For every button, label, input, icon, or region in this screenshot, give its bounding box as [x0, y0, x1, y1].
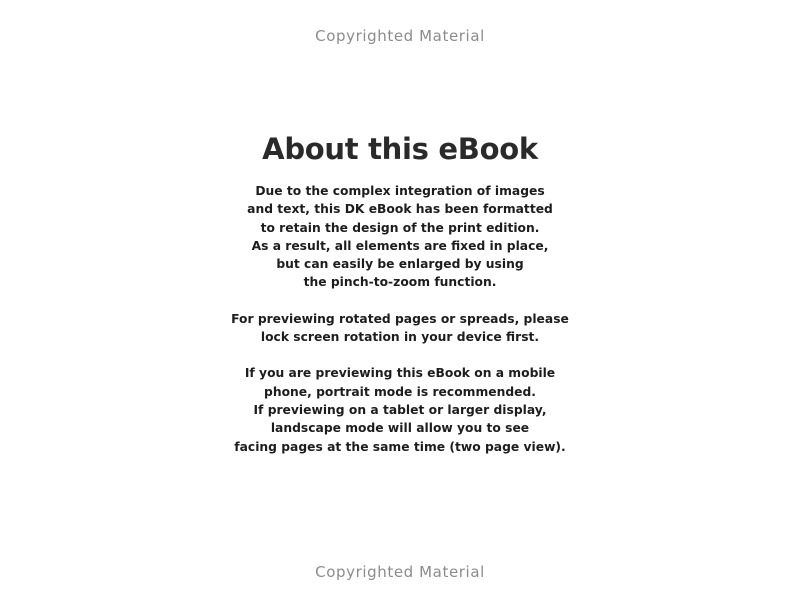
page-content	[0, 132, 800, 456]
paragraph-line: If you are previewing this eBook on a mobile	[244, 366, 556, 381]
paragraph-line: the pinch-to-zoom function.	[303, 275, 497, 290]
paragraph-line: but can easily be enlarged by using	[276, 257, 524, 272]
paragraph-line: Due to the complex integration of images	[255, 184, 545, 198]
paragraph-line: and text, this DK eBook has been formatted	[247, 202, 553, 217]
paragraph-line: For previewing rotated pages or spreads, please	[231, 311, 569, 326]
paragraph-3	[0, 364, 800, 455]
copyright-watermark-bottom: Copyrighted Material	[315, 563, 485, 581]
paragraph-line: phone, portrait mode is recommended.	[264, 384, 536, 399]
paragraph-line: If previewing on a tablet or larger display,	[253, 402, 547, 417]
paragraph-line: As a result, all elements are fixed in place,	[251, 238, 549, 253]
paragraph-line: to retain the design of the print edition.	[260, 220, 540, 235]
copyright-watermark-top: Copyrighted Material	[315, 27, 485, 45]
paragraph-line: facing pages at the same time (two page view).	[234, 439, 566, 454]
paragraph-line: lock screen rotation in your device first.	[260, 330, 540, 345]
paragraph-line: landscape mode will allow you to see	[270, 421, 530, 436]
paragraph-1	[0, 182, 800, 292]
page-title: About this eBook	[262, 132, 538, 166]
paragraph-2	[0, 310, 800, 347]
